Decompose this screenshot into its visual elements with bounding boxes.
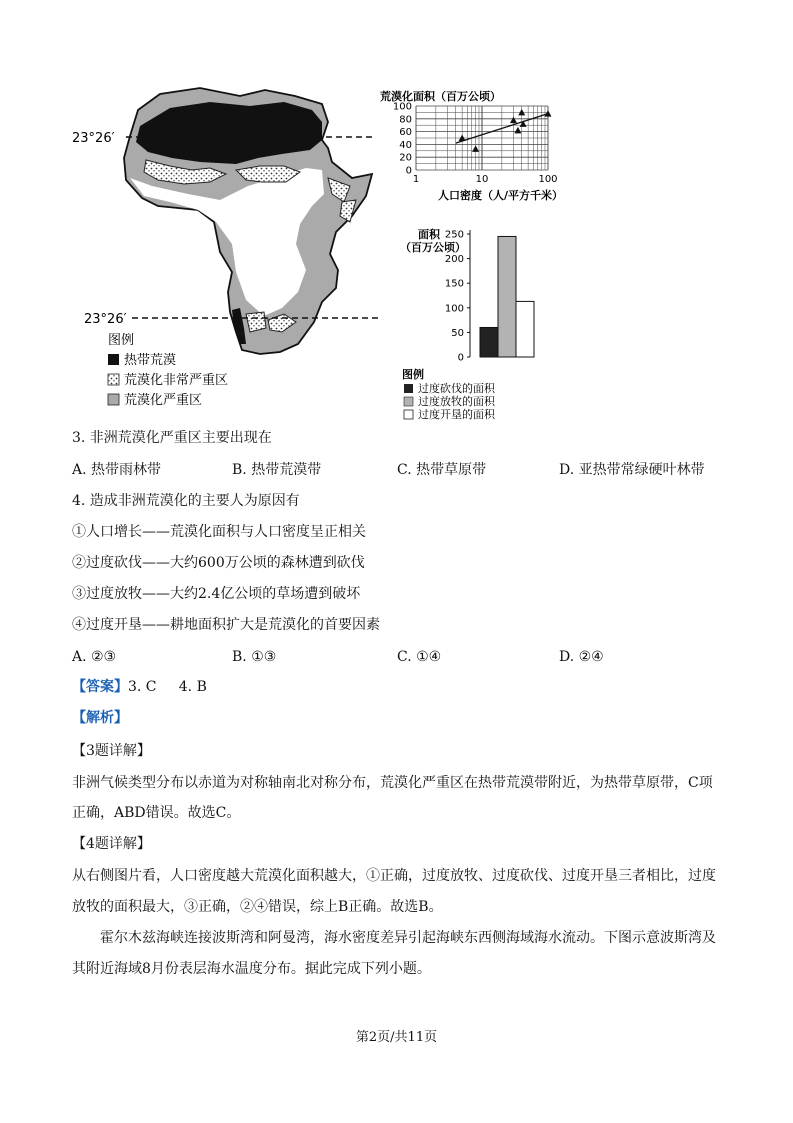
bar-legend-swatch xyxy=(404,384,413,393)
scatter-y-tick: 100 xyxy=(392,101,412,113)
bar-legend-item: 过度开垦的面积 xyxy=(418,408,495,421)
scatter-y-tick: 80 xyxy=(399,114,412,126)
map-very-severe-zone xyxy=(246,312,266,332)
q4-option-c[interactable]: C. ①④ xyxy=(397,649,442,665)
lat-north-label: 23°26′ xyxy=(72,131,115,146)
q4-stem: 4. 造成非洲荒漠化的主要人为原因有 xyxy=(72,493,300,509)
detail3-line-1: 非洲气候类型分布以赤道为对称轴南北对称分布，荒漠化严重区在热带荒漠带附近，为热带草原带，C项 xyxy=(72,775,713,791)
scatter-point xyxy=(472,145,479,152)
q4-option-a[interactable]: A. ②③ xyxy=(72,649,117,665)
scatter-x-tick: 1 xyxy=(412,174,420,185)
scatter-y-tick: 20 xyxy=(399,152,412,164)
scatter-point xyxy=(514,127,521,134)
answer-text: 3. C 4. B xyxy=(128,679,207,695)
map-legend-item: 热带荒漠 xyxy=(124,353,177,368)
scatter-point xyxy=(510,117,517,124)
bar-y-tick: 250 xyxy=(444,229,464,241)
lat-south-label: 23°26′ xyxy=(84,312,127,327)
bar-ylabel-2: （百万公顷） xyxy=(400,241,466,254)
bar-legend-item: 过度砍伐的面积 xyxy=(418,382,495,395)
bar-marks xyxy=(480,236,534,357)
scatter-grid xyxy=(393,102,558,186)
q3-option-a[interactable]: A. 热带雨林带 xyxy=(72,462,162,478)
q3-option-c[interactable]: C. 热带草原带 xyxy=(397,462,487,478)
answer-tag: 【答案】 xyxy=(72,679,128,695)
next-intro-line-1: 霍尔木兹海峡连接波斯湾和阿曼湾，海水密度差异引起海峡东西侧海域海水流动。下图示意波斯湾及 xyxy=(100,930,716,946)
map-legend-item: 荒漠化非常严重区 xyxy=(124,373,229,388)
q3-stem: 3. 非洲荒漠化严重区主要出现在 xyxy=(72,430,272,446)
q4-item-1: ①人口增长——荒漠化面积与人口密度呈正相关 xyxy=(72,524,366,540)
scatter-xlabel: 人口密度（人/平方千米） xyxy=(438,189,564,202)
q3-option-d[interactable]: D. 亚热带常绿硬叶林带 xyxy=(559,462,705,478)
next-intro-line-2: 其附近海域8月份表层海水温度分布。据此完成下列小题。 xyxy=(72,961,431,977)
bar-legend-swatch xyxy=(404,397,413,406)
detail3-tag: 【3题详解】 xyxy=(72,743,151,759)
q3-option-b[interactable]: B. 热带荒漠带 xyxy=(232,462,322,478)
scatter-y-tick: 60 xyxy=(399,127,412,139)
legend-swatch-very-severe xyxy=(108,374,119,385)
bar xyxy=(498,236,516,357)
bar-y-tick: 100 xyxy=(444,303,464,315)
q4-item-2: ②过度砍伐——大约600万公顷的森林遭到砍伐 xyxy=(72,555,365,571)
scatter-y-tick: 0 xyxy=(405,165,412,177)
bar-y-tick: 50 xyxy=(451,327,464,339)
bar-legend-swatch xyxy=(404,410,413,419)
q4-option-d[interactable]: D. ②④ xyxy=(559,649,604,665)
q4-item-4: ④过度开垦——耕地面积扩大是荒漠化的首要因素 xyxy=(72,617,380,633)
scatter-y-tick: 40 xyxy=(399,139,412,151)
map-legend-title: 图例 xyxy=(108,333,135,348)
detail3-line-2: 正确，ABD错误。故选C。 xyxy=(72,805,241,821)
page-footer: 第2页/共11页 xyxy=(355,1030,438,1045)
bar-legend-item: 过度放牧的面积 xyxy=(418,395,495,408)
bar-ylabel-1: 面积 xyxy=(418,228,440,241)
bar-y-tick: 0 xyxy=(457,352,464,364)
answer-line xyxy=(72,677,207,697)
map-legend-item: 荒漠化严重区 xyxy=(124,393,203,408)
q4-item-3: ③过度放牧——大约2.4亿公顷的草场遭到破坏 xyxy=(72,586,361,602)
bar xyxy=(516,301,534,357)
detail4-line-2: 放牧的面积最大，③正确，②④错误，综上B正确。故选B。 xyxy=(72,899,443,915)
scatter-x-tick: 100 xyxy=(538,174,558,185)
detail4-tag: 【4题详解】 xyxy=(72,836,151,852)
legend-swatch-severe xyxy=(108,394,119,405)
q4-option-b[interactable]: B. ①③ xyxy=(232,649,277,665)
bar-y-tick: 150 xyxy=(444,278,464,290)
desertification-scatter-chart xyxy=(380,86,580,206)
scatter-x-tick: 10 xyxy=(475,174,489,185)
detail4-line-1: 从右侧图片看，人口密度越大荒漠化面积越大，①正确，过度放牧、过度砍伐、过度开垦三者相比，过度 xyxy=(72,868,716,884)
scatter-ylabel: 荒漠化面积（百万公顷） xyxy=(380,90,501,103)
overuse-area-bar-chart xyxy=(390,226,570,426)
bar-y-tick: 200 xyxy=(444,254,464,266)
analysis-tag: 【解析】 xyxy=(72,710,128,726)
scatter-marks xyxy=(456,109,552,152)
africa-desertification-map xyxy=(60,82,410,420)
bar-legend-title: 图例 xyxy=(402,368,424,381)
scatter-point xyxy=(545,110,552,117)
legend-swatch-desert xyxy=(108,354,119,365)
bar xyxy=(480,327,498,357)
